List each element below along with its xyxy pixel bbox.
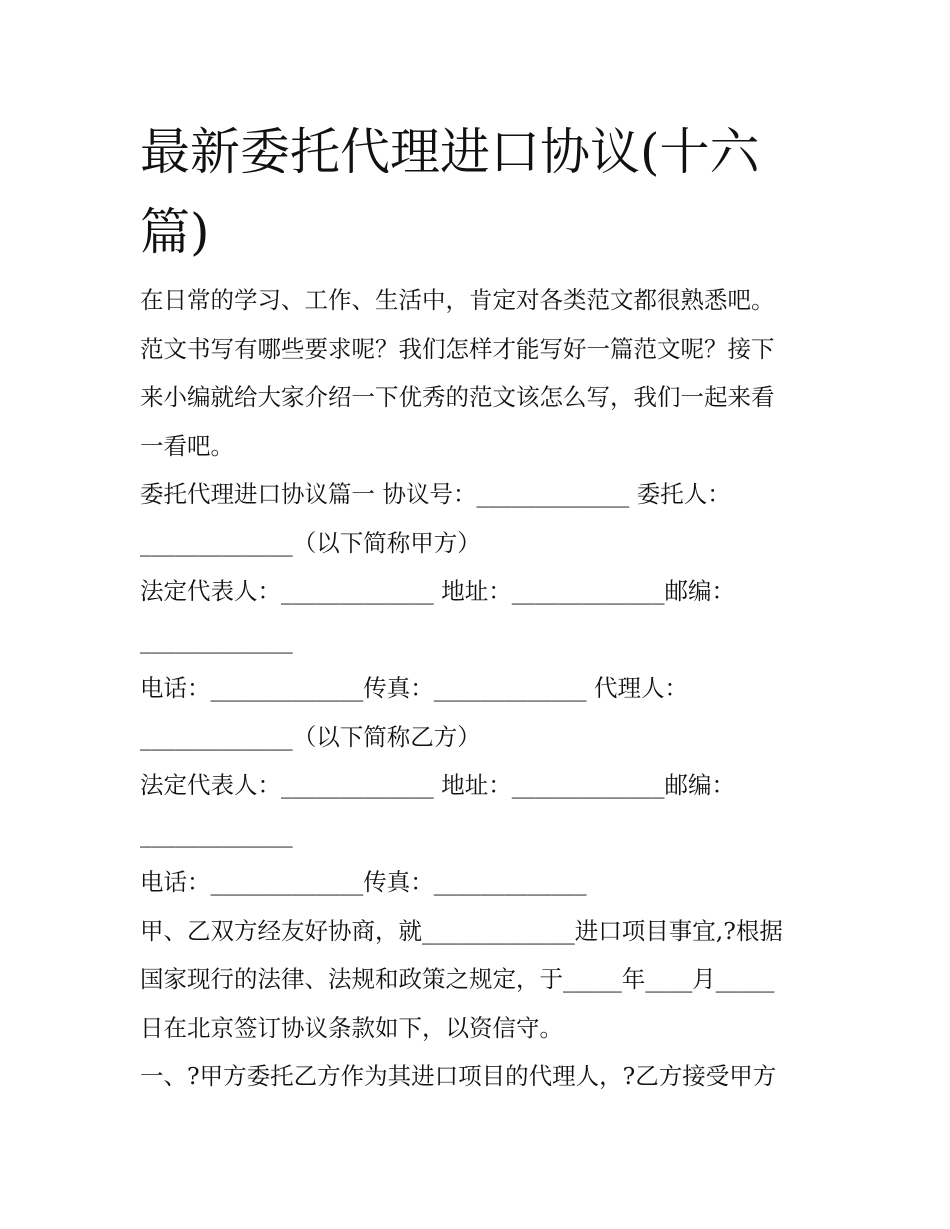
- party-a-representative-line: 法定代表人：_____________ 地址：_____________邮编：: [140, 577, 735, 605]
- intro-line-1: 在日常的学习、工作、生活中，肯定对各类范文都很熟悉吧。: [140, 286, 775, 314]
- party-b-phone-line: 电话：_____________传真：_____________: [140, 868, 587, 896]
- party-a-phone-line: 电话：_____________传真：_____________ 代理人：: [140, 674, 688, 702]
- agreement-number-line: 委托代理进口协议篇一 协议号：_____________ 委托人：: [140, 480, 731, 508]
- preamble-line-1: 甲、乙双方经友好协商，就_____________进口项目事宜,?根据: [140, 916, 783, 945]
- title-line-2: 篇): [140, 203, 210, 261]
- document-title: [140, 112, 820, 272]
- preamble-line-2: 国家现行的法律、法规和政策之规定，于_____年____月_____: [140, 965, 775, 993]
- intro-line-4: 一看吧。: [140, 431, 234, 460]
- party-a-postcode-blank: _____________: [140, 625, 293, 654]
- clause-one-line: 一、?甲方委托乙方作为其进口项目的代理人，?乙方接受甲方: [140, 1062, 777, 1090]
- party-b-line: _____________（以下简称乙方）: [140, 722, 481, 751]
- preamble-line-3: 日在北京签订协议条款如下，以资信守。: [140, 1013, 563, 1042]
- document-body: [140, 276, 820, 1101]
- title-line-1: 最新委托代理进口协议(十六: [140, 123, 760, 181]
- party-a-line: _____________（以下简称甲方）: [140, 528, 481, 557]
- party-b-representative-line: 法定代表人：_____________ 地址：_____________邮编：: [140, 771, 735, 799]
- party-b-postcode-blank: _____________: [140, 819, 293, 848]
- intro-line-3: 来小编就给大家介绍一下优秀的范文该怎么写，我们一起来看: [140, 383, 775, 411]
- intro-line-2: 范文书写有哪些要求呢？我们怎样才能写好一篇范文呢？接下: [140, 334, 775, 363]
